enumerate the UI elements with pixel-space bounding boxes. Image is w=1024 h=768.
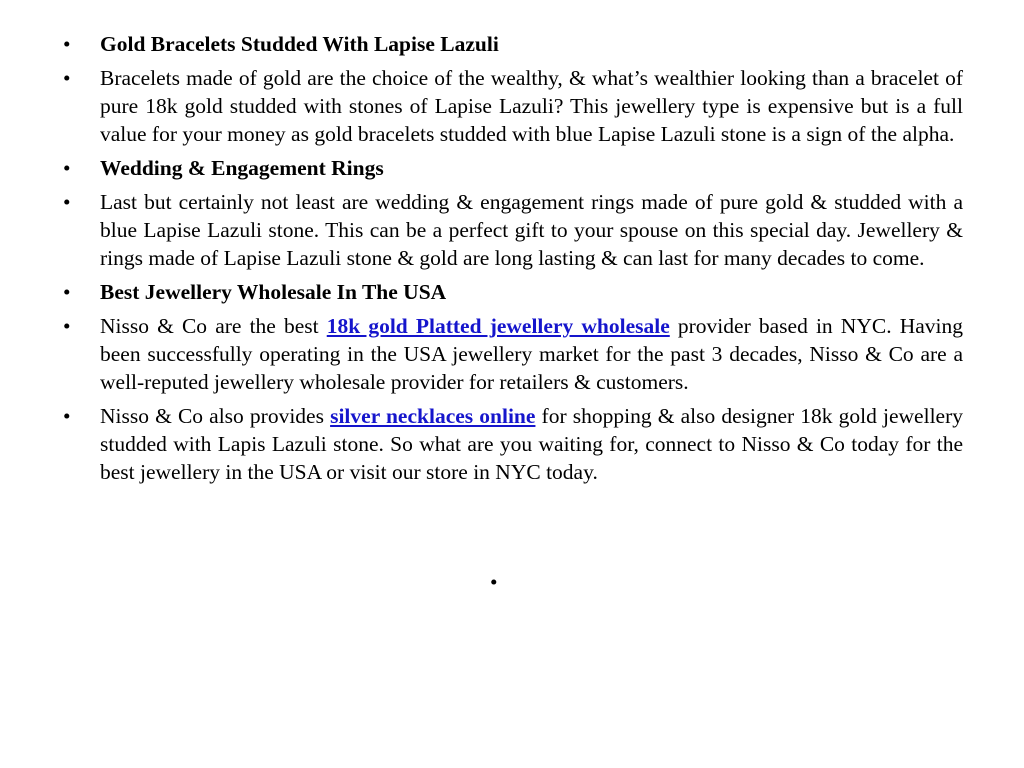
paragraph-necklaces (100, 402, 963, 486)
list-item-paragraph-bracelets (0, 64, 1024, 148)
slide-content (0, 30, 1024, 492)
paragraph-necklaces-after: for shopping & also designer 18k gold jewellery studded with Lapis Lazuli stone. So what are you waiting for, connect to Nisso & Co today for the best jewellery in the USA or visit our store in NYC today. (100, 404, 963, 484)
list-item-paragraph-wholesale (0, 312, 1024, 396)
bullet-icon: • (63, 32, 71, 56)
wholesale-link[interactable]: 18k gold Platted jewellery wholesale (326, 314, 670, 338)
paragraph-wholesale-before: Nisso & Co are the best (100, 314, 327, 338)
list-item-paragraph-necklaces (0, 402, 1024, 486)
paragraph-necklaces-before: Nisso & Co also provides (100, 404, 331, 428)
paragraph-rings: Last but certainly not least are wedding & engagement rings made of pure gold & studded with a blue Lapise Lazuli stone. This can be a perfect gift to your spouse on this special day. Jewellery & rings made of Lapise Lazuli stone & gold are long lasting & can last for many decades to come. (100, 190, 963, 270)
bullet-icon: • (63, 404, 71, 428)
list-item-paragraph-rings (0, 188, 1024, 272)
heading-wholesale: Best Jewellery Wholesale In The USA (100, 280, 447, 304)
heading-wedding-rings: Wedding & Engagement Rings (100, 156, 384, 180)
silver-necklaces-link[interactable]: silver necklaces online (330, 404, 536, 428)
bullet-icon: • (63, 190, 71, 214)
list-item-heading-wedding-rings (0, 154, 1024, 182)
bullet-icon: • (63, 280, 71, 304)
paragraph-wholesale (100, 312, 963, 396)
heading-gold-bracelets: Gold Bracelets Studded With Lapise Lazuli (100, 32, 499, 56)
bullet-icon: • (63, 156, 71, 180)
empty-bullet-icon: • (490, 570, 498, 594)
list-item-heading-wholesale (0, 278, 1024, 306)
bullet-icon: • (63, 66, 71, 90)
bullet-list (0, 30, 1024, 486)
paragraph-wholesale-after: provider based in NYC. Having been successfully operating in the USA jewellery market for the past 3 decades, Nisso & Co are a well-reputed jewellery wholesale provider for retailers & customers. (100, 314, 963, 394)
bullet-icon: • (63, 314, 71, 338)
paragraph-bracelets: Bracelets made of gold are the choice of the wealthy, & what’s wealthier looking than a bracelet of pure 18k gold studded with stones of Lapise Lazuli? This jewellery type is expensive but is a full value for your money as gold bracelets studded with blue Lapise Lazuli stone is a sign of the alpha. (100, 66, 963, 146)
list-item-heading-gold-bracelets (0, 30, 1024, 58)
